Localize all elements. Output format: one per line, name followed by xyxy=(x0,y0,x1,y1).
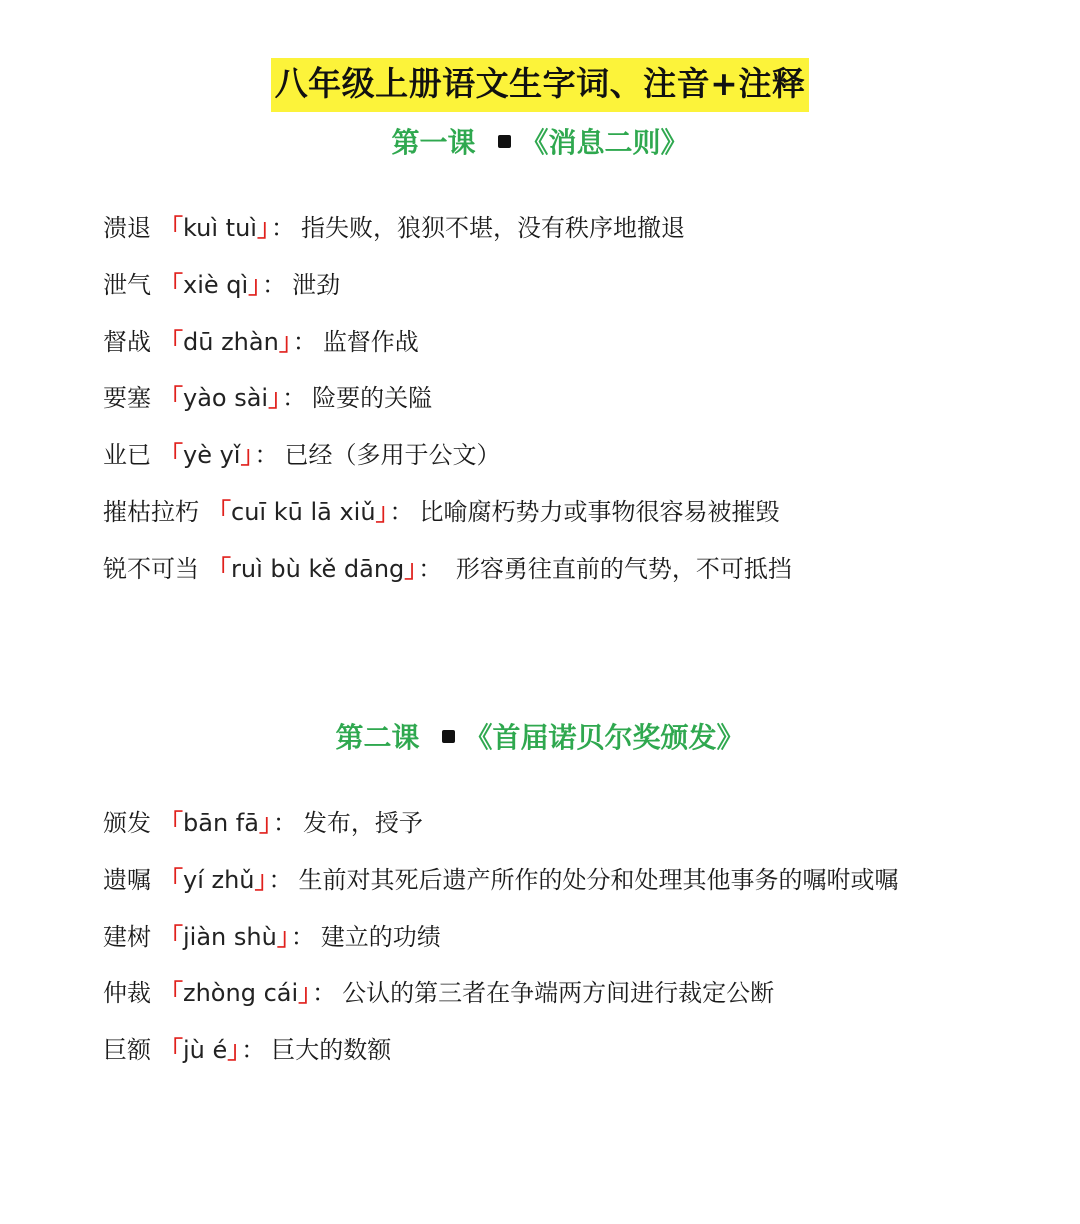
open-bracket: 「 xyxy=(159,922,183,951)
open-bracket: 「 xyxy=(207,554,231,583)
close-bracket: 」 xyxy=(276,922,289,951)
vocab-word: 建树 xyxy=(103,922,151,951)
square-bullet-icon xyxy=(442,730,455,743)
lesson-number: 第一课 xyxy=(391,126,476,159)
vocab-definition: 公认的第三者在争端两方间进行裁定公断 xyxy=(342,979,775,1008)
open-bracket: 「 xyxy=(159,979,183,1008)
vocab-entry xyxy=(103,440,1053,497)
close-bracket: 」 xyxy=(227,1036,240,1065)
close-bracket: 」 xyxy=(258,809,271,837)
vocab-word: 溃退 xyxy=(103,214,151,242)
vocab-pinyin: jù é xyxy=(183,1036,228,1065)
close-bracket: 」 xyxy=(248,270,261,299)
vocab-word: 要塞 xyxy=(103,384,151,413)
lesson-heading-1 xyxy=(0,123,1080,163)
close-bracket: 」 xyxy=(240,441,253,470)
vocab-entry xyxy=(103,213,1053,270)
open-bracket: 「 xyxy=(159,441,183,470)
close-bracket: 」 xyxy=(278,327,291,356)
vocab-word: 业已 xyxy=(103,441,151,470)
vocab-definition: 险要的关隘 xyxy=(312,384,433,413)
vocab-pinyin: dū zhàn xyxy=(183,327,279,356)
vocab-pinyin: bān fā xyxy=(183,809,259,837)
vocab-pinyin: kuì tuì xyxy=(183,214,257,242)
vocab-entry xyxy=(103,1035,1053,1092)
vocab-entry xyxy=(103,327,1053,384)
vocab-entry xyxy=(103,383,1053,440)
open-bracket: 「 xyxy=(207,497,231,526)
lesson-heading-2 xyxy=(0,718,1080,758)
open-bracket: 「 xyxy=(159,809,183,837)
vocab-word: 摧枯拉朽 xyxy=(103,497,199,526)
vocab-entry xyxy=(103,865,1053,922)
vocab-list-lesson-1 xyxy=(103,213,1053,611)
vocab-pinyin: zhòng cái xyxy=(183,979,299,1008)
vocab-definition: 监督作战 xyxy=(322,327,419,356)
open-bracket: 「 xyxy=(159,1036,183,1065)
colon: ： xyxy=(389,497,414,526)
close-bracket: 」 xyxy=(375,497,388,526)
lesson-name: 《首届诺贝尔奖颁发》 xyxy=(464,721,745,754)
vocab-entry xyxy=(103,270,1053,327)
lesson-number: 第二课 xyxy=(335,721,420,754)
colon: ： xyxy=(418,554,443,583)
colon: ： xyxy=(270,214,295,242)
vocab-definition: 生前对其死后遗产所作的处分和处理其他事务的嘱咐或嘱 xyxy=(298,865,899,894)
open-bracket: 「 xyxy=(159,214,183,242)
vocab-pinyin: ruì bù kě dāng xyxy=(231,554,405,583)
vocab-definition: 比喻腐朽势力或事物很容易被摧毁 xyxy=(419,497,780,526)
close-bracket: 」 xyxy=(254,865,267,894)
vocab-entry xyxy=(103,808,1053,865)
close-bracket: 」 xyxy=(298,979,311,1008)
close-bracket: 」 xyxy=(268,384,281,413)
square-bullet-icon xyxy=(498,135,511,148)
vocab-word: 遗嘱 xyxy=(103,865,151,894)
colon: ： xyxy=(312,979,337,1008)
vocab-definition: 建立的功绩 xyxy=(320,922,441,951)
colon: ： xyxy=(292,327,317,356)
colon: ： xyxy=(272,809,297,837)
vocab-entry xyxy=(103,497,1053,554)
vocab-entry xyxy=(103,978,1053,1035)
colon: ： xyxy=(282,384,307,413)
vocab-word: 督战 xyxy=(103,327,151,356)
vocab-pinyin: cuī kū lā xiǔ xyxy=(231,497,376,526)
colon: ： xyxy=(241,1036,266,1065)
colon: ： xyxy=(254,441,279,470)
vocab-word: 颁发 xyxy=(103,809,151,837)
vocab-entry xyxy=(103,922,1053,979)
vocab-word: 泄气 xyxy=(103,270,151,299)
vocab-pinyin: yí zhǔ xyxy=(183,865,255,894)
lesson-name: 《消息二则》 xyxy=(520,126,689,159)
vocab-pinyin: jiàn shù xyxy=(183,922,277,951)
colon: ： xyxy=(262,270,287,299)
vocab-definition: 已经（多用于公文） xyxy=(284,441,501,470)
vocab-list-lesson-2 xyxy=(103,808,1053,1092)
vocab-pinyin: xiè qì xyxy=(183,270,249,299)
vocab-definition: 形容勇往直前的气势，不可抵挡 xyxy=(448,554,792,583)
page-title: 八年级上册语文生字词、注音+注释 xyxy=(271,58,810,112)
vocab-pinyin: yè yǐ xyxy=(183,441,241,470)
open-bracket: 「 xyxy=(159,865,183,894)
vocab-definition: 指失败，狼狈不堪，没有秩序地撤退 xyxy=(300,214,685,242)
vocab-entry xyxy=(103,554,1053,611)
vocab-word: 仲裁 xyxy=(103,979,151,1008)
colon: ： xyxy=(290,922,315,951)
close-bracket: 」 xyxy=(404,554,417,583)
open-bracket: 「 xyxy=(159,327,183,356)
vocab-pinyin: yào sài xyxy=(183,384,269,413)
vocab-definition: 巨大的数额 xyxy=(271,1036,392,1065)
vocab-word: 巨额 xyxy=(103,1036,151,1065)
close-bracket: 」 xyxy=(256,214,269,242)
colon: ： xyxy=(268,865,293,894)
vocab-definition: 发布，授予 xyxy=(302,809,423,837)
open-bracket: 「 xyxy=(159,384,183,413)
open-bracket: 「 xyxy=(159,270,183,299)
vocab-word: 锐不可当 xyxy=(103,554,199,583)
vocab-definition: 泄劲 xyxy=(292,270,341,299)
page-title-wrap xyxy=(0,58,1080,112)
